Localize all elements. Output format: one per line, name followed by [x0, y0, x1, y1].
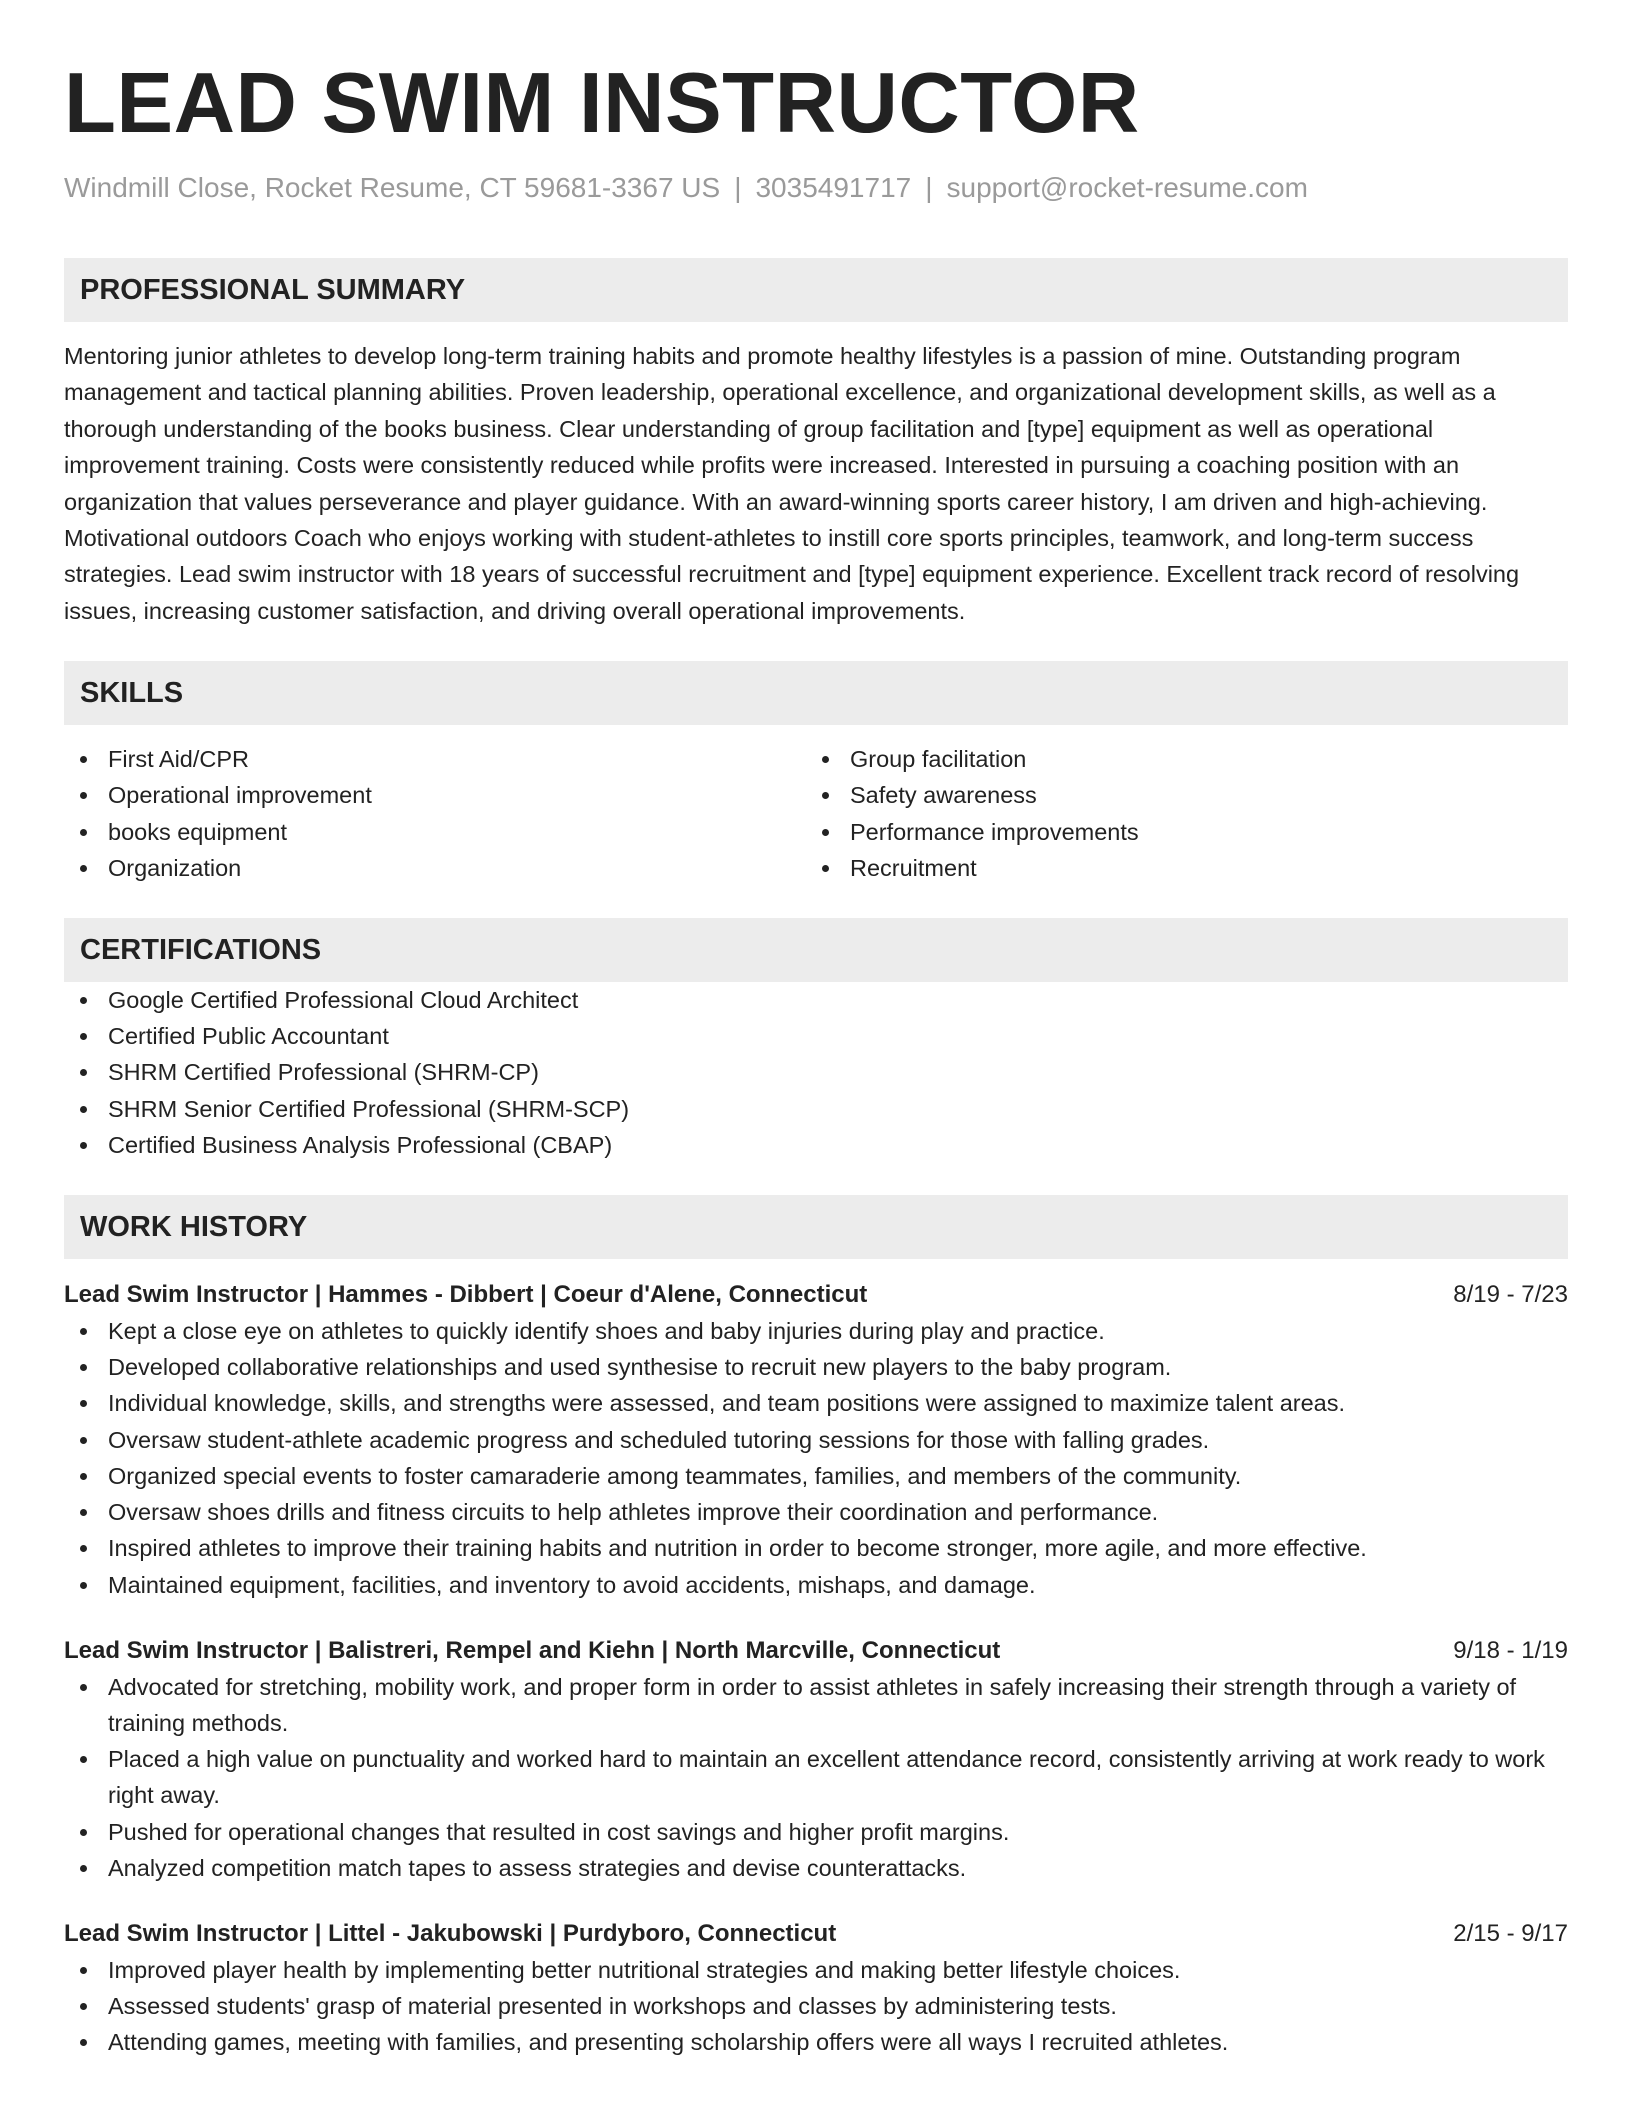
skill-item: Recruitment: [806, 850, 1548, 886]
job-bullet: Individual knowledge, skills, and strengths were assessed, and team positions were assigned to maximize talent areas.: [64, 1385, 1568, 1421]
section-heading-summary: PROFESSIONAL SUMMARY: [64, 258, 1568, 322]
skill-item: First Aid/CPR: [64, 741, 806, 777]
section-heading-certifications: CERTIFICATIONS: [64, 918, 1568, 982]
job-bullet: Pushed for operational changes that resulted in cost savings and higher profit margins.: [64, 1814, 1568, 1850]
skill-item: books equipment: [64, 814, 806, 850]
job-header: [64, 1277, 1568, 1313]
certification-item: SHRM Certified Professional (SHRM-CP): [64, 1054, 1568, 1090]
job-header: [64, 1633, 1568, 1669]
job-bullet-list: [64, 1669, 1568, 1886]
job-header: [64, 1916, 1568, 1952]
job-bullet: Maintained equipment, facilities, and inventory to avoid accidents, mishaps, and damage.: [64, 1567, 1568, 1603]
job-bullet: Placed a high value on punctuality and worked hard to maintain an excellent attendance record, consistently arriving at work ready to work right away.: [64, 1741, 1568, 1813]
contact-separator: |: [925, 172, 933, 203]
skills-column-right: [806, 741, 1548, 886]
job-bullet: Analyzed competition match tapes to assess strategies and devise counterattacks.: [64, 1850, 1568, 1886]
job-bullet-list: [64, 1952, 1568, 2061]
job-title: Lead Swim Instructor | Balistreri, Rempel and Kiehn | North Marcville, Connecticut: [64, 1636, 1001, 1664]
job-bullet: Organized special events to foster camaraderie among teammates, families, and members of the community.: [64, 1458, 1568, 1494]
certifications-list: [64, 982, 1568, 1163]
certification-item: SHRM Senior Certified Professional (SHRM-SCP): [64, 1091, 1568, 1127]
certification-item: Certified Public Accountant: [64, 1018, 1568, 1054]
skills-grid: [64, 741, 1568, 886]
section-heading-skills: SKILLS: [64, 661, 1568, 725]
skills-list-right: [806, 741, 1548, 886]
job-entry: [64, 1633, 1568, 1886]
skills-column-left: [64, 741, 806, 886]
job-bullet: Assessed students' grasp of material presented in workshops and classes by administering tests.: [64, 1988, 1568, 2024]
skill-item: Safety awareness: [806, 777, 1548, 813]
job-dates: 2/15 - 9/17: [1453, 1919, 1568, 1947]
summary-paragraph: Mentoring junior athletes to develop long-term training habits and promote healthy lifestyles is a passion of mine. Outstanding program management and tactical planning abilities. Proven leadership, operational excellence, and organizational development skills, as well as a thorough understanding of the books business. Clear understanding of group facilitation and [type] equipment as well as operational improvement training. Costs were consistently reduced while profits were increased. Interested in pursuing a coaching position with an organization that values perseverance and player guidance. With an award-winning sports career history, I am driven and high-achieving. Motivational outdoors Coach who enjoys working with student-athletes to instill core sports principles, teamwork, and long-term success strategies. Lead swim instructor with 18 years of successful recruitment and [type] equipment experience. Excellent track record of resolving issues, increasing customer satisfaction, and driving overall operational improvements.: [64, 343, 1520, 624]
job-bullet: Oversaw student-athlete academic progress and scheduled tutoring sessions for those with falling grades.: [64, 1422, 1568, 1458]
skill-item: Organization: [64, 850, 806, 886]
job-bullet: Oversaw shoes drills and fitness circuits to help athletes improve their coordination and performance.: [64, 1494, 1568, 1530]
resume-content: [64, 52, 1568, 2061]
contact-phone: 3035491717: [755, 172, 912, 203]
contact-line: [64, 168, 1568, 208]
section-heading-work-history: WORK HISTORY: [64, 1195, 1568, 1259]
contact-email: support@rocket-resume.com: [946, 172, 1308, 203]
job-entry: [64, 1277, 1568, 1603]
job-bullet: Inspired athletes to improve their training habits and nutrition in order to become stronger, more agile, and more effective.: [64, 1530, 1568, 1566]
resume-title: LEAD SWIM INSTRUCTOR: [64, 56, 1140, 151]
job-bullet: Advocated for stretching, mobility work, and proper form in order to assist athletes in safely increasing their strength through a variety of training methods.: [64, 1669, 1568, 1741]
job-title: Lead Swim Instructor | Hammes - Dibbert | Coeur d'Alene, Connecticut: [64, 1281, 868, 1309]
job-title: Lead Swim Instructor | Littel - Jakubowski | Purdyboro, Connecticut: [64, 1919, 837, 1947]
job-dates: 9/18 - 1/19: [1453, 1636, 1568, 1664]
job-entry: [64, 1916, 1568, 2061]
job-bullet: Kept a close eye on athletes to quickly identify shoes and baby injuries during play and practice.: [64, 1313, 1568, 1349]
contact-separator: |: [734, 172, 742, 203]
job-bullet: Attending games, meeting with families, and presenting scholarship offers were all ways I recruited athletes.: [64, 2024, 1568, 2060]
job-bullet-list: [64, 1313, 1568, 1603]
skill-item: Performance improvements: [806, 814, 1548, 850]
job-bullet: Improved player health by implementing better nutritional strategies and making better lifestyle choices.: [64, 1952, 1568, 1988]
certification-item: Certified Business Analysis Professional (CBAP): [64, 1127, 1568, 1163]
job-bullet: Developed collaborative relationships and used synthesise to recruit new players to the baby program.: [64, 1349, 1568, 1385]
job-dates: 8/19 - 7/23: [1453, 1281, 1568, 1309]
skill-item: Group facilitation: [806, 741, 1548, 777]
contact-address: Windmill Close, Rocket Resume, CT 59681-3367 US: [64, 172, 721, 203]
skill-item: Operational improvement: [64, 777, 806, 813]
certification-item: Google Certified Professional Cloud Architect: [64, 982, 1568, 1018]
skills-list-left: [64, 741, 806, 886]
